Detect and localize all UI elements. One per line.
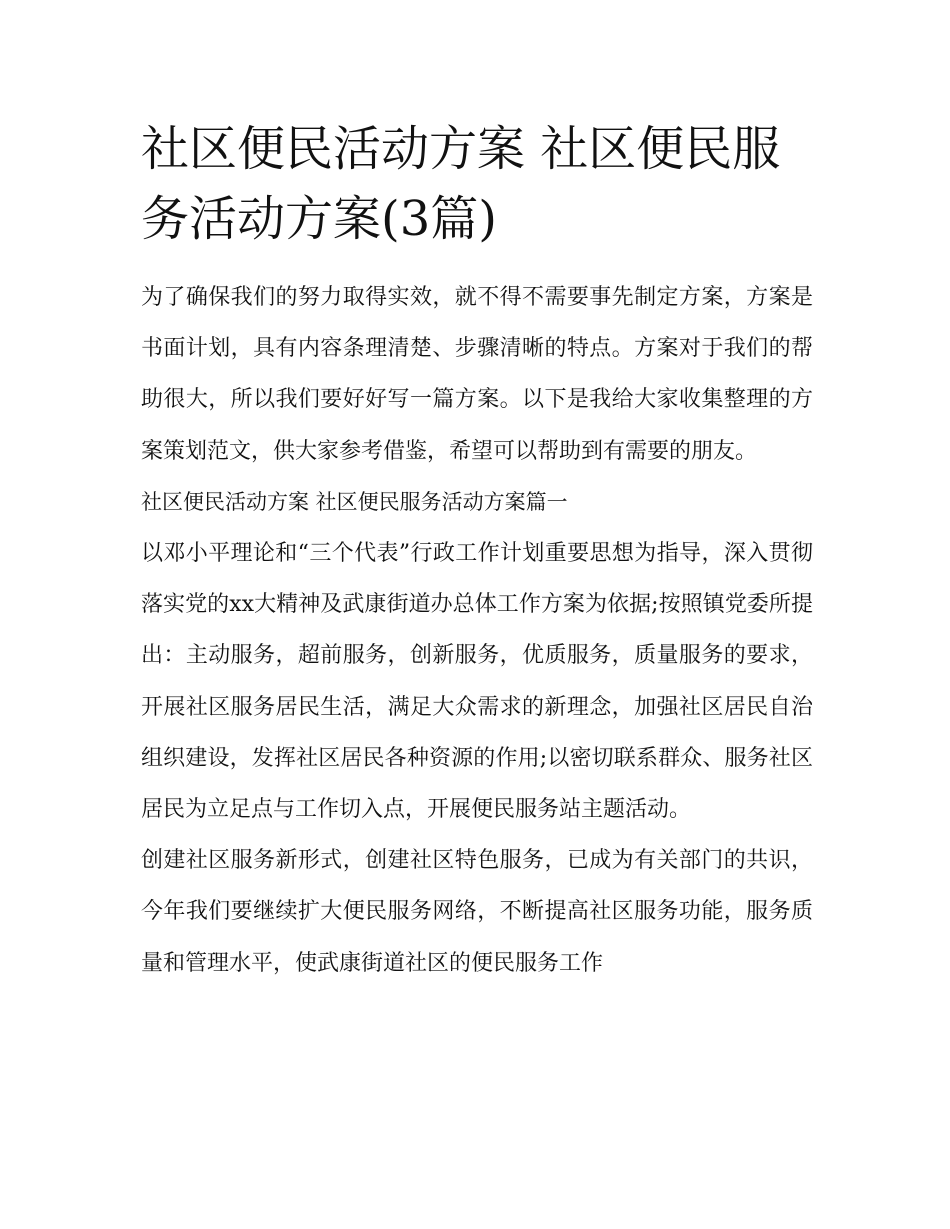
intro-paragraph: 为了确保我们的努力取得实效，就不得不需要事先制定方案，方案是书面计划，具有内容条理清楚、步骤清晰的特点。方案对于我们的帮助很大，所以我们要好好写一篇方案。以下是我给大家收集整理的方案策划范文，供大家参考借鉴，希望可以帮助到有需要的朋友。 [141, 285, 813, 464]
document-title: 社区便民活动方案 社区便民服务活动方案(3篇) [141, 121, 781, 247]
section-heading: 社区便民活动方案 社区便民服务活动方案篇一 [141, 489, 568, 514]
section-paragraph-1: 以邓小平理论和“三个代表”行政工作计划重要思想为指导，深入贯彻落实党的xx大精神及武康街道办总体工作方案为依据;按照镇党委所提出：主动服务，超前服务，创新服务，优质服务，质量服务的要求，开展社区服务居民生活，满足大众需求的新理念，加强社区居民自治组织建设，发挥社区居民各种资源的作用;以密切联系群众、服务社区居民为立足点与工作切入点，开展便民服务站主题活动。 [141, 541, 813, 823]
document-body [141, 114, 813, 989]
section-paragraph-2: 创建社区服务新形式，创建社区特色服务，已成为有关部门的共识，今年我们要继续扩大便民服务网络，不断提高社区服务功能，服务质量和管理水平，使武康街道社区的便民服务工作 [141, 848, 813, 976]
